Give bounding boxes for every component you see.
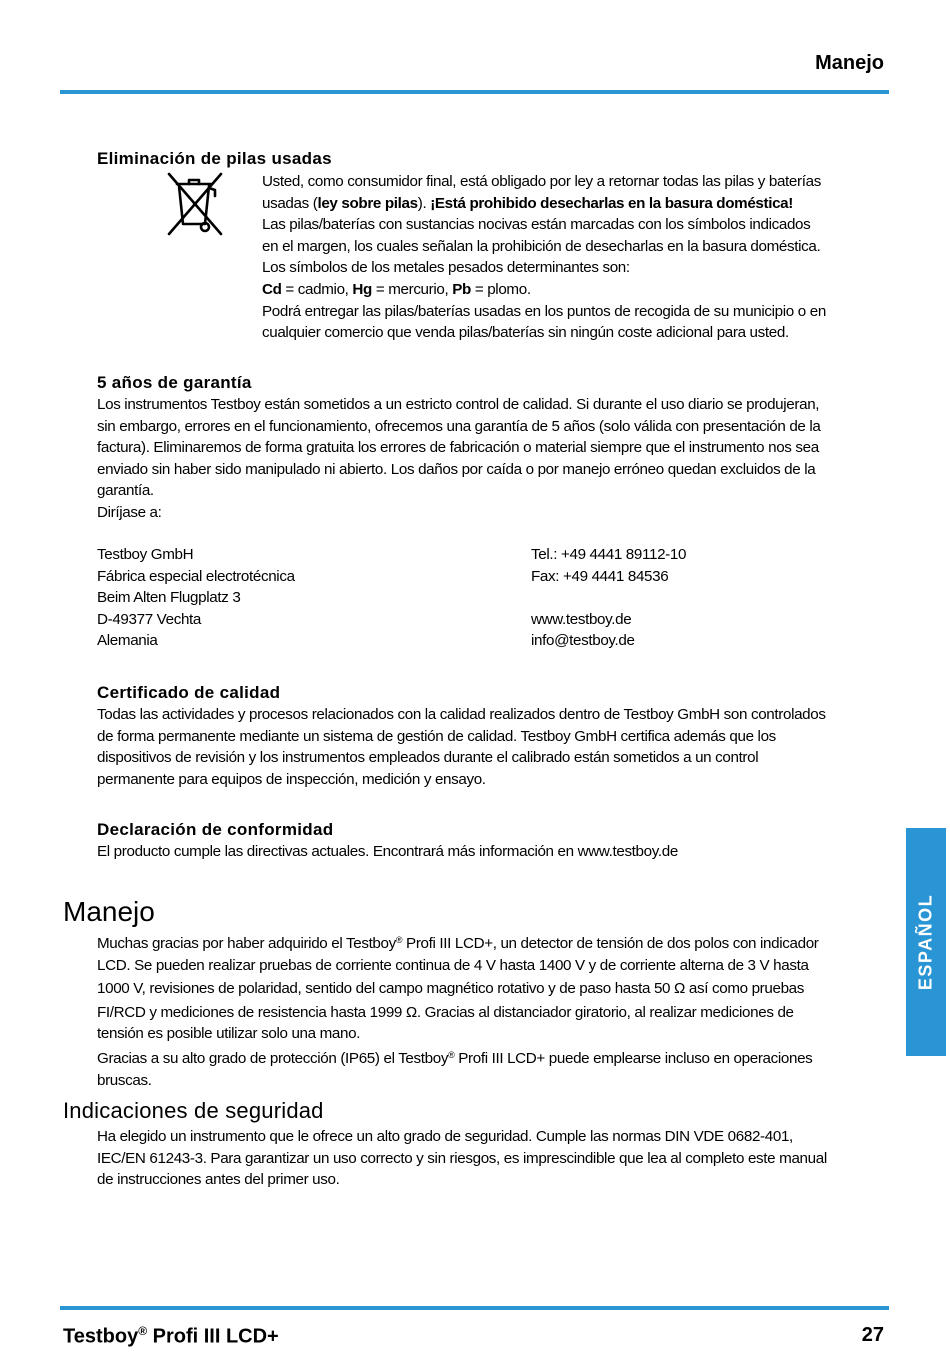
conformity-heading: Declaración de conformidad [97,820,334,839]
language-tab-label: ESPAÑOL [915,893,936,991]
quality-line: permanente para equipos de inspección, medición y ensayo. [97,770,486,788]
company-name: Testboy GmbH [97,546,194,563]
warranty-line: sin embargo, errores en el funcionamiento, ofrecemos una garantía de 5 años (solo válida con presentación de la [97,417,821,435]
battery-line-4: en el margen, los cuales señalan la prohibición de desecharlas en la basura doméstica. [262,237,821,255]
battery-line-8: cualquier comercio que venda pilas/baterías sin ningún coste adicional para usted. [262,324,789,342]
running-header: Manejo [815,52,884,74]
safety-line: IEC/EN 61243-3. Para garantizar un uso correcto y sin riesgos, es imprescindible que lea al completo este manual [97,1149,827,1167]
email-link[interactable]: info@testboy.de [531,632,635,650]
safety-line: Ha elegido un instrumento que le ofrece un alto grado de seguridad. Cumple las normas DIN VDE 0682-401, [97,1128,793,1145]
footer-rule [60,1306,889,1310]
telephone: Tel.: +49 4441 89112-10 [531,546,687,563]
street: Beim Alten Flugplatz 3 [97,589,241,607]
conformity-text [97,841,887,863]
warranty-heading: 5 años de garantía [97,373,252,392]
spacer [531,587,686,609]
safety-text [97,1126,887,1191]
page-number: 27 [861,1324,884,1346]
header-rule [60,90,889,94]
manejo-text [97,930,887,1091]
conformity-section [97,819,887,863]
manejo-line-3: 1000 V, revisiones de polaridad, sentido del campo magnético rotativo y de paso hasta 50 Ω así como pruebas [97,980,805,998]
battery-line-3: Las pilas/baterías con sustancias nocivas están marcadas con los símbolos indicados [262,216,811,234]
fax: Fax: +49 4441 84536 [531,567,669,585]
warranty-line: enviado sin haber sido manipulado ni abierto. Los daños por caída o por manejo erróneo quedan excluidos de la [97,460,816,478]
quality-line: dispositivos de revisión y los instrumentos empleados durante el calibrado están sometidos a un control [97,749,759,767]
manejo-line-6: Gracias a su alto grado de protección (IP65) el Testboy® Profi III LCD+ puede emplearse incluso en operaciones [97,1049,813,1067]
battery-line-7: Podrá entregar las pilas/baterías usadas en los puntos de recogida de su municipio o en [262,302,826,320]
quality-line: Todas las actividades y procesos relacionados con la calidad realizados dentro de Testboy GmbH son controlados [97,706,826,723]
manejo-line-2: LCD. Se pueden realizar pruebas de corriente continua de 4 V hasta 1400 V y de corriente alterna de 3 V hasta [97,956,809,974]
warranty-line: factura). Eliminaremos de forma gratuita los errores de fabricación o material siempre que el instrumento nos sea [97,439,819,457]
battery-section [97,148,887,170]
country: Alemania [97,632,158,650]
quality-text [97,704,887,790]
warranty-text [97,394,887,524]
safety-line: de instrucciones antes del primer uso. [97,1171,340,1189]
crossed-out-wheelie-bin-icon [163,170,225,238]
manejo-heading: Manejo [63,896,155,927]
contact-info [531,544,686,652]
manejo-line-4: FI/RCD y mediciones de resistencia hasta 1999 Ω. Gracias al distanciador giratorio, al realizar mediciones de [97,1003,794,1021]
postal-address [97,544,295,652]
battery-heading: Eliminación de pilas usadas [97,149,332,168]
conformity-line: El producto cumple las directivas actuales. Encontrará más información en www.testboy.de [97,843,678,860]
safety-heading: Indicaciones de seguridad [63,1098,324,1123]
warranty-line: garantía. [97,482,154,500]
language-tab [906,828,946,1056]
city: D-49377 Vechta [97,610,202,628]
battery-text [262,171,882,344]
website-link[interactable]: www.testboy.de [531,610,632,628]
warranty-section [97,372,887,524]
company-description: Fábrica especial electrotécnica [97,567,295,585]
footer-product-name: Testboy® Profi III LCD+ [63,1324,279,1348]
battery-line-5: Los símbolos de los metales pesados determinantes son: [262,259,630,277]
manejo-line-1: Muchas gracias por haber adquirido el Testboy® Profi III LCD+, un detector de tensión de dos polos con indicador [97,935,819,952]
manejo-line-7: bruscas. [97,1071,152,1089]
manejo-line-5: tensión es posible utilizar solo una mano. [97,1025,361,1043]
heavy-metals-line: Cd = cadmio, Hg = mercurio, Pb = plomo. [262,280,531,298]
battery-line-2: usadas (ley sobre pilas). ¡Está prohibido desecharlas en la basura doméstica! [262,194,793,212]
quality-line: de forma permanente mediante un sistema de gestión de calidad. Testboy GmbH certifica además que los [97,727,776,745]
quality-section [97,682,887,790]
warranty-line: Los instrumentos Testboy están sometidos a un estricto control de calidad. Si durante el uso diario se produjeran, [97,396,820,413]
quality-heading: Certificado de calidad [97,683,281,702]
battery-line-1: Usted, como consumidor final, está obligado por ley a retornar todas las pilas y baterías [262,173,821,190]
warranty-line: Diríjase a: [97,503,162,521]
